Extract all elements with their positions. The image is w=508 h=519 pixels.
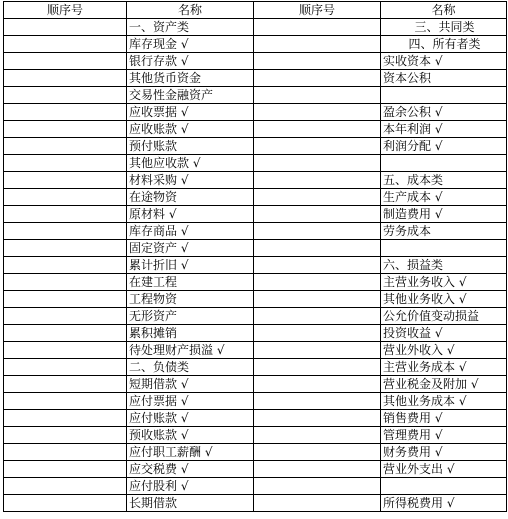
name-left-cell: 材料采购 √ — [127, 172, 254, 189]
seq-left-cell — [4, 53, 127, 70]
name-right-cell: 利润分配 √ — [381, 138, 507, 155]
table-row — [4, 138, 507, 155]
header-name-left: 名称 — [127, 2, 254, 19]
seq-right-cell — [254, 121, 381, 138]
seq-right-cell — [254, 427, 381, 444]
table-row — [4, 359, 507, 376]
name-left-cell: 其他货币资金 — [127, 70, 254, 87]
name-left-cell: 原材料 √ — [127, 206, 254, 223]
table-row — [4, 53, 507, 70]
seq-left-cell — [4, 359, 127, 376]
seq-left-cell — [4, 342, 127, 359]
seq-left-cell — [4, 36, 127, 53]
name-left-cell: 在途物资 — [127, 189, 254, 206]
name-right-cell: 营业外收入 √ — [381, 342, 507, 359]
seq-right-cell — [254, 461, 381, 478]
seq-right-cell — [254, 291, 381, 308]
seq-right-cell — [254, 172, 381, 189]
table-row — [4, 342, 507, 359]
table-row — [4, 70, 507, 87]
seq-left-cell — [4, 121, 127, 138]
name-left-cell: 一、资产类 — [127, 19, 254, 36]
name-right-cell: 销售费用 √ — [381, 410, 507, 427]
table-row — [4, 444, 507, 461]
table-row — [4, 172, 507, 189]
table-row — [4, 104, 507, 121]
name-left-cell: 银行存款 √ — [127, 53, 254, 70]
seq-left-cell — [4, 291, 127, 308]
seq-left-cell — [4, 70, 127, 87]
seq-right-cell — [254, 223, 381, 240]
name-left-cell: 交易性金融资产 — [127, 87, 254, 104]
name-left-cell: 应付票据 √ — [127, 393, 254, 410]
name-right-cell: 所得税费用 √ — [381, 495, 507, 512]
name-left-cell: 长期借款 — [127, 495, 254, 512]
seq-right-cell — [254, 19, 381, 36]
seq-right-cell — [254, 257, 381, 274]
seq-right-cell — [254, 308, 381, 325]
seq-left-cell — [4, 444, 127, 461]
name-left-cell: 短期借款 √ — [127, 376, 254, 393]
table-row — [4, 495, 507, 512]
table-row — [4, 121, 507, 138]
table-row — [4, 155, 507, 172]
table-row — [4, 257, 507, 274]
seq-left-cell — [4, 461, 127, 478]
name-left-cell: 固定资产 √ — [127, 240, 254, 257]
seq-left-cell — [4, 376, 127, 393]
seq-right-cell — [254, 325, 381, 342]
seq-left-cell — [4, 495, 127, 512]
seq-left-cell — [4, 478, 127, 495]
accounts-table — [3, 1, 507, 512]
seq-left-cell — [4, 393, 127, 410]
seq-left-cell — [4, 410, 127, 427]
table-row — [4, 291, 507, 308]
name-right-cell: 制造费用 √ — [381, 206, 507, 223]
seq-right-cell — [254, 206, 381, 223]
table-row — [4, 393, 507, 410]
name-right-cell: 财务费用 √ — [381, 444, 507, 461]
name-right-cell: 四、所有者类 — [381, 36, 507, 53]
table-row — [4, 427, 507, 444]
table-row — [4, 274, 507, 291]
header-row — [4, 2, 507, 19]
name-left-cell: 无形资产 — [127, 308, 254, 325]
name-left-cell: 预收账款 √ — [127, 427, 254, 444]
seq-right-cell — [254, 155, 381, 172]
seq-right-cell — [254, 393, 381, 410]
table-row — [4, 478, 507, 495]
name-left-cell: 其他应收款 √ — [127, 155, 254, 172]
name-right-cell: 其他业务收入 √ — [381, 291, 507, 308]
seq-left-cell — [4, 257, 127, 274]
seq-left-cell — [4, 19, 127, 36]
table-row — [4, 189, 507, 206]
name-right-cell — [381, 240, 507, 257]
name-right-cell: 主营业务成本 √ — [381, 359, 507, 376]
table-row — [4, 36, 507, 53]
name-right-cell: 六、损益类 — [381, 257, 507, 274]
seq-left-cell — [4, 189, 127, 206]
table-row — [4, 223, 507, 240]
table-row — [4, 410, 507, 427]
name-left-cell: 应收票据 √ — [127, 104, 254, 121]
name-right-cell: 其他业务成本 √ — [381, 393, 507, 410]
table-row — [4, 206, 507, 223]
name-right-cell — [381, 478, 507, 495]
name-right-cell: 生产成本 √ — [381, 189, 507, 206]
name-left-cell: 累积摊销 — [127, 325, 254, 342]
name-left-cell: 应收账款 √ — [127, 121, 254, 138]
name-left-cell: 待处理财产损溢 √ — [127, 342, 254, 359]
seq-left-cell — [4, 87, 127, 104]
name-right-cell: 三、共同类 — [381, 19, 507, 36]
seq-right-cell — [254, 495, 381, 512]
header-seq-left: 顺序号 — [4, 2, 127, 19]
name-left-cell: 应付股利 √ — [127, 478, 254, 495]
seq-right-cell — [254, 410, 381, 427]
name-right-cell — [381, 155, 507, 172]
seq-left-cell — [4, 155, 127, 172]
seq-left-cell — [4, 206, 127, 223]
seq-right-cell — [254, 70, 381, 87]
name-right-cell: 管理费用 √ — [381, 427, 507, 444]
seq-left-cell — [4, 172, 127, 189]
seq-right-cell — [254, 342, 381, 359]
name-right-cell: 营业外支出 √ — [381, 461, 507, 478]
name-left-cell: 库存现金 √ — [127, 36, 254, 53]
header-name-right: 名称 — [381, 2, 507, 19]
name-right-cell: 劳务成本 — [381, 223, 507, 240]
table-row — [4, 325, 507, 342]
name-right-cell: 投资收益 √ — [381, 325, 507, 342]
table-row — [4, 376, 507, 393]
seq-right-cell — [254, 240, 381, 257]
seq-left-cell — [4, 308, 127, 325]
seq-left-cell — [4, 325, 127, 342]
seq-right-cell — [254, 274, 381, 291]
seq-left-cell — [4, 138, 127, 155]
seq-right-cell — [254, 36, 381, 53]
seq-right-cell — [254, 376, 381, 393]
name-right-cell: 营业税金及附加 √ — [381, 376, 507, 393]
seq-right-cell — [254, 478, 381, 495]
name-right-cell: 主营业务收入 √ — [381, 274, 507, 291]
name-right-cell: 公允价值变动损益 — [381, 308, 507, 325]
name-right-cell: 实收资本 √ — [381, 53, 507, 70]
name-left-cell: 应付账款 √ — [127, 410, 254, 427]
seq-left-cell — [4, 240, 127, 257]
seq-left-cell — [4, 274, 127, 291]
seq-right-cell — [254, 53, 381, 70]
name-right-cell: 本年利润 √ — [381, 121, 507, 138]
seq-right-cell — [254, 87, 381, 104]
name-left-cell: 二、负债类 — [127, 359, 254, 376]
name-left-cell: 应交税费 √ — [127, 461, 254, 478]
seq-right-cell — [254, 444, 381, 461]
table-row — [4, 19, 507, 36]
name-right-cell — [381, 87, 507, 104]
header-seq-right: 顺序号 — [254, 2, 381, 19]
name-left-cell: 预付账款 — [127, 138, 254, 155]
table-row — [4, 240, 507, 257]
name-left-cell: 应付职工薪酬 √ — [127, 444, 254, 461]
table-row — [4, 87, 507, 104]
name-left-cell: 库存商品 √ — [127, 223, 254, 240]
name-right-cell: 盈余公积 √ — [381, 104, 507, 121]
seq-right-cell — [254, 138, 381, 155]
seq-left-cell — [4, 223, 127, 240]
name-left-cell: 工程物资 — [127, 291, 254, 308]
name-right-cell: 五、成本类 — [381, 172, 507, 189]
name-left-cell: 累计折旧 √ — [127, 257, 254, 274]
seq-right-cell — [254, 189, 381, 206]
seq-right-cell — [254, 359, 381, 376]
seq-right-cell — [254, 104, 381, 121]
seq-left-cell — [4, 427, 127, 444]
table-row — [4, 308, 507, 325]
name-left-cell: 在建工程 — [127, 274, 254, 291]
seq-left-cell — [4, 104, 127, 121]
name-right-cell: 资本公积 — [381, 70, 507, 87]
table-row — [4, 461, 507, 478]
